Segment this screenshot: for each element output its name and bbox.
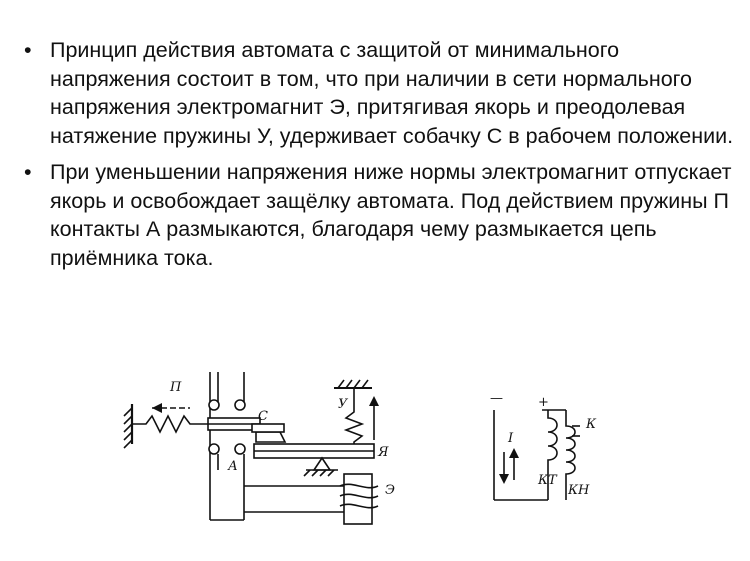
electromagnet-e xyxy=(340,474,378,524)
breaker-diagram xyxy=(124,372,395,524)
label-i: I xyxy=(508,431,514,446)
bullet-dot-icon: • xyxy=(24,160,32,184)
current-arrows-icon xyxy=(499,448,519,484)
bullet-text: При уменьшении напряжения ниже нормы электромагнит отпускает якорь и освобождает защёлку автомата. Под действием пружины П контакты А размыкаются, благодаря чему размыкается цепь приёмника тока. xyxy=(50,160,732,270)
contact-top-right xyxy=(235,400,245,410)
spring-p xyxy=(132,416,208,432)
arrow-up-icon xyxy=(369,396,379,440)
contact-top-left xyxy=(209,400,219,410)
latch-c xyxy=(256,432,285,442)
relay-diagram xyxy=(490,391,597,500)
bullet-dot-icon: • xyxy=(24,38,32,62)
label-kn: КН xyxy=(568,483,590,498)
coil-kn xyxy=(566,410,575,490)
label-a: А xyxy=(228,459,238,474)
label-e: Э xyxy=(385,483,395,498)
label-k: К xyxy=(586,417,597,432)
left-wall xyxy=(124,404,132,448)
contact-bottom-right xyxy=(235,444,245,454)
label-kt: КТ xyxy=(538,473,557,488)
pivot xyxy=(304,458,338,476)
label-minus: — xyxy=(490,391,503,406)
label-ya: Я xyxy=(378,445,389,460)
label-plus: + xyxy=(538,395,549,410)
contact-bottom-left xyxy=(209,444,219,454)
spring-u xyxy=(346,388,362,444)
label-p: П xyxy=(170,380,182,395)
arrow-p-icon xyxy=(152,403,190,413)
ceiling-hatch xyxy=(334,380,372,388)
label-s: С xyxy=(258,409,268,424)
label-u: У xyxy=(338,397,348,412)
bullet-text: Принцип действия автомата с защитой от минимального напряжения состоит в том, что при наличии в сети нормального напряжения электромагнит Э, притягивая якорь и преодолевая натяжение пружины У, удерживает собачку С в рабочем положении. xyxy=(50,38,734,148)
